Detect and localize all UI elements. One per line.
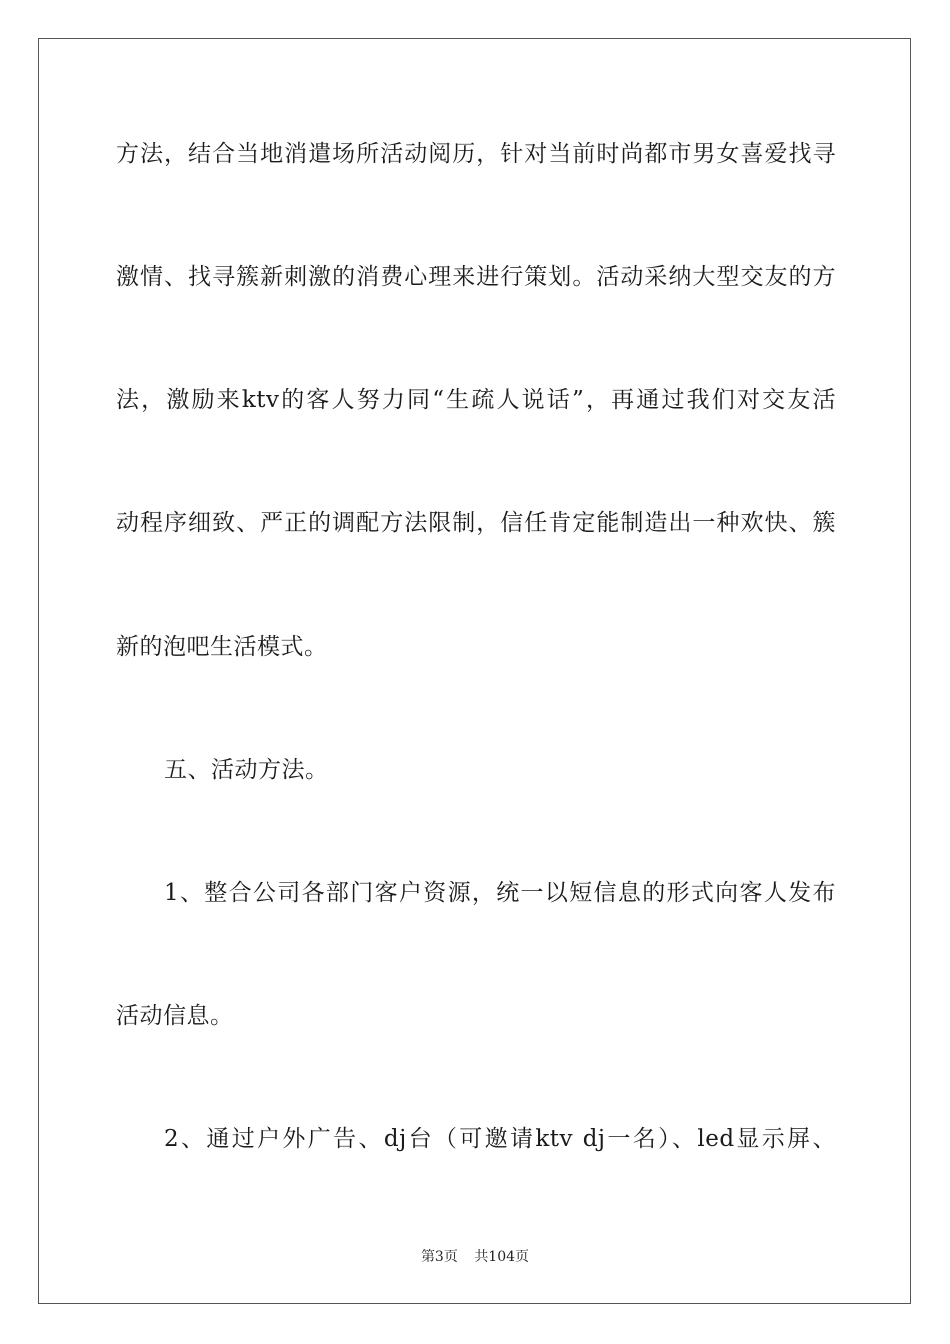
body-text-line: 1、整合公司各部门客户资源，统一以短信息的形式向客人发布 bbox=[164, 880, 836, 906]
body-text-line: 激情、找寻簇新刺激的消费心理来进行策划。活动采纳大型交友的方 bbox=[116, 264, 836, 290]
body-text-line: 动程序细致、严正的调配方法限制，信任肯定能制造出一种欢快、簇 bbox=[116, 510, 836, 536]
page-footer bbox=[0, 1246, 950, 1266]
body-text-line: 方法，结合当地消遣场所活动阅历，针对当前时尚都市男女喜爱找寻 bbox=[116, 141, 836, 167]
section-heading: 五、活动方法。 bbox=[164, 757, 329, 783]
body-text-line: 法，激励来ktv的客人努力同“生疏人说话”，再通过我们对交友活 bbox=[116, 387, 836, 413]
body-text-line: 新的泡吧生活模式。 bbox=[116, 634, 328, 660]
page-border bbox=[38, 38, 911, 1304]
page-total: 共104页 bbox=[474, 1249, 530, 1265]
body-text-line: 活动信息。 bbox=[116, 1003, 234, 1029]
body-text-line: 2、通过户外广告、dj台（可邀请ktv dj一名）、led显示屏、 bbox=[164, 1126, 836, 1152]
page-number: 第3页 bbox=[420, 1249, 458, 1265]
